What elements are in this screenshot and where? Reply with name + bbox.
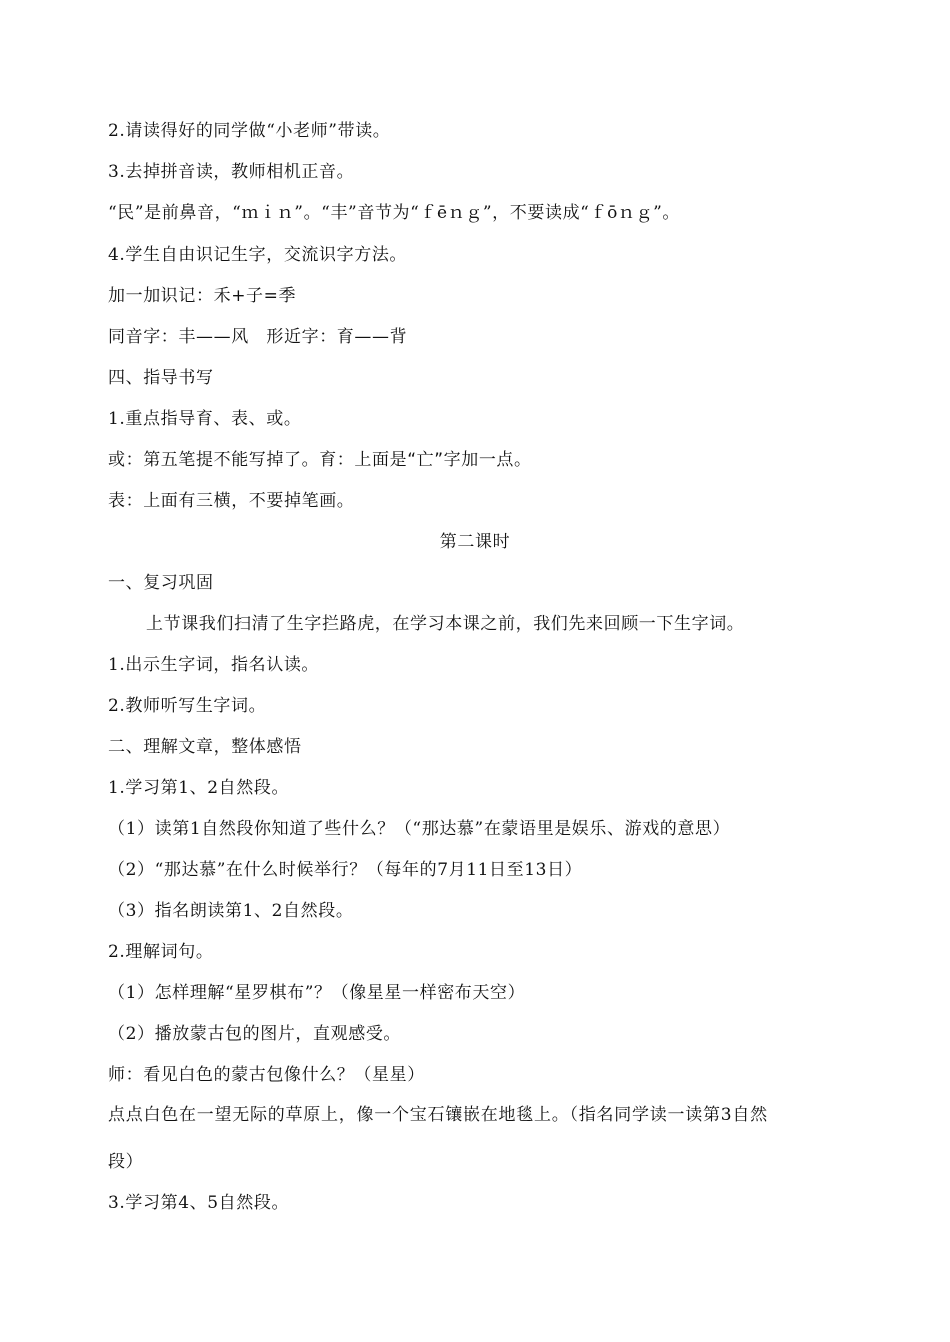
text-line: 1.学习第1、2自然段。 <box>108 778 290 798</box>
text-line: 3.去掉拼音读，教师相机正音。 <box>108 162 355 182</box>
text-line: 点点白色在一望无际的草原上，像一个宝石镶嵌在地毯上。（指名同学读一读第3自然 <box>108 1105 768 1125</box>
text-line: （1）读第1自然段你知道了些什么？（“那达慕”在蒙语里是娱乐、游戏的意思） <box>108 819 731 839</box>
text-line: 同音字：丰——风 形近字：育——背 <box>108 327 408 347</box>
text-line: 加一加识记：禾+子=季 <box>108 286 297 306</box>
text-line: 或：第五笔提不能写掉了。育：上面是“亡”字加一点。 <box>108 450 532 470</box>
text-line: 3.学习第4、5自然段。 <box>108 1193 290 1213</box>
lesson-title: 第二课时 <box>439 532 511 552</box>
section-heading: 四、指导书写 <box>108 368 214 388</box>
text-line: （1）怎样理解“星罗棋布”？（像星星一样密布天空） <box>108 983 526 1003</box>
text-line: 上节课我们扫清了生字拦路虎，在学习本课之前，我们先来回顾一下生字词。 <box>146 614 745 634</box>
section-heading: 一、复习巩固 <box>108 573 214 593</box>
text-line: （3）指名朗读第1、2自然段。 <box>108 901 354 921</box>
text-line: （2）“那达慕”在什么时候举行？（每年的7月11日至13日） <box>108 860 583 880</box>
text-line: 段） <box>108 1152 144 1172</box>
text-line: 2.请读得好的同学做“小老师”带读。 <box>108 121 391 141</box>
text-line: （2）播放蒙古包的图片，直观感受。 <box>108 1024 402 1044</box>
text-line: “民”是前鼻音，“ｍｉｎ”。“丰”音节为“ｆēｎｇ”，不要读成“ｆōｎｇ”。 <box>108 203 681 223</box>
text-line: 1.重点指导育、表、或。 <box>108 409 302 429</box>
text-line: 2.教师听写生字词。 <box>108 696 267 716</box>
text-line: 师：看见白色的蒙古包像什么？（星星） <box>108 1065 425 1085</box>
text-line: 表：上面有三横，不要掉笔画。 <box>108 491 355 511</box>
section-heading: 二、理解文章，整体感悟 <box>108 737 302 757</box>
text-line: 4.学生自由识记生字，交流识字方法。 <box>108 245 408 265</box>
text-line: 2.理解词句。 <box>108 942 214 962</box>
text-line: 1.出示生字词，指名认读。 <box>108 655 320 675</box>
